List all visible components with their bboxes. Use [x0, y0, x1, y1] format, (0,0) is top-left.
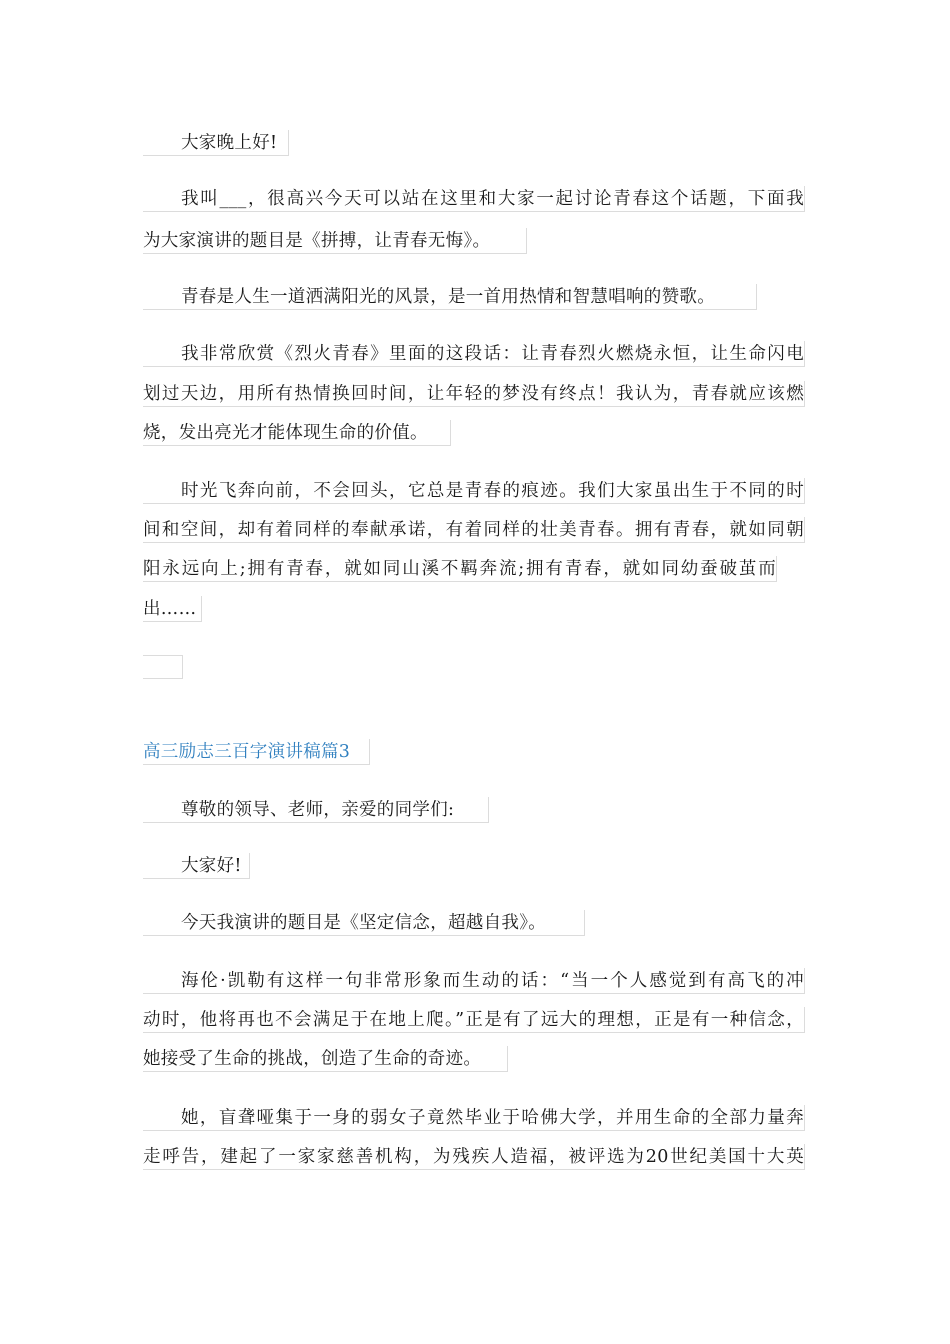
- paragraph-line: 我非常欣赏《烈火青春》里面的这段话：让青春烈火燃烧永恒，让生命闪电: [143, 341, 805, 367]
- paragraph-line: 间和空间，却有着同样的奉献承诺，有着同样的壮美青春。拥有青春，就如同朝: [143, 517, 805, 543]
- empty-text-box: [143, 655, 183, 679]
- paragraph-line: 动时，他将再也不会满足于在地上爬。”正是有了远大的理想，正是有一种信念，: [143, 1007, 805, 1033]
- paragraph-line: 划过天边，用所有热情换回时间，让年轻的梦没有终点！我认为，青春就应该燃: [143, 381, 805, 407]
- paragraph-line: 尊敬的领导、老师，亲爱的同学们:: [143, 797, 489, 823]
- paragraph-line: 海伦·凯勒有这样一句非常形象而生动的话：“当一个人感觉到有高飞的冲: [143, 968, 805, 994]
- paragraph-line: 青春是人生一道洒满阳光的风景，是一首用热情和智慧唱响的赞歌。: [143, 284, 757, 310]
- paragraph-line: 为大家演讲的题目是《拼搏，让青春无悔》。: [143, 228, 527, 254]
- paragraph-line: 大家好!: [143, 853, 250, 879]
- paragraph-line: 她，盲聋哑集于一身的弱女子竟然毕业于哈佛大学，并用生命的全部力量奔: [143, 1105, 805, 1131]
- paragraph-line: 她接受了生命的挑战，创造了生命的奇迹。: [143, 1046, 508, 1072]
- section-heading: 高三励志三百字演讲稿篇3: [143, 739, 370, 765]
- paragraph-line: 阳永远向上;拥有青春，就如同山溪不羁奔流;拥有青春，就如同幼蚕破茧而: [143, 556, 777, 582]
- paragraph-line: 出……: [143, 596, 202, 622]
- paragraph-line: 我叫___，很高兴今天可以站在这里和大家一起讨论青春这个话题，下面我: [143, 186, 805, 212]
- paragraph-line: 大家晚上好!: [143, 130, 289, 156]
- paragraph-line: 烧，发出亮光才能体现生命的价值。: [143, 420, 451, 446]
- paragraph-line: 时光飞奔向前，不会回头，它总是青春的痕迹。我们大家虽出生于不同的时: [143, 478, 805, 504]
- paragraph-line: 今天我演讲的题目是《坚定信念，超越自我》。: [143, 910, 585, 936]
- paragraph-line: 走呼告，建起了一家家慈善机构，为残疾人造福，被评选为20世纪美国十大英: [143, 1144, 805, 1170]
